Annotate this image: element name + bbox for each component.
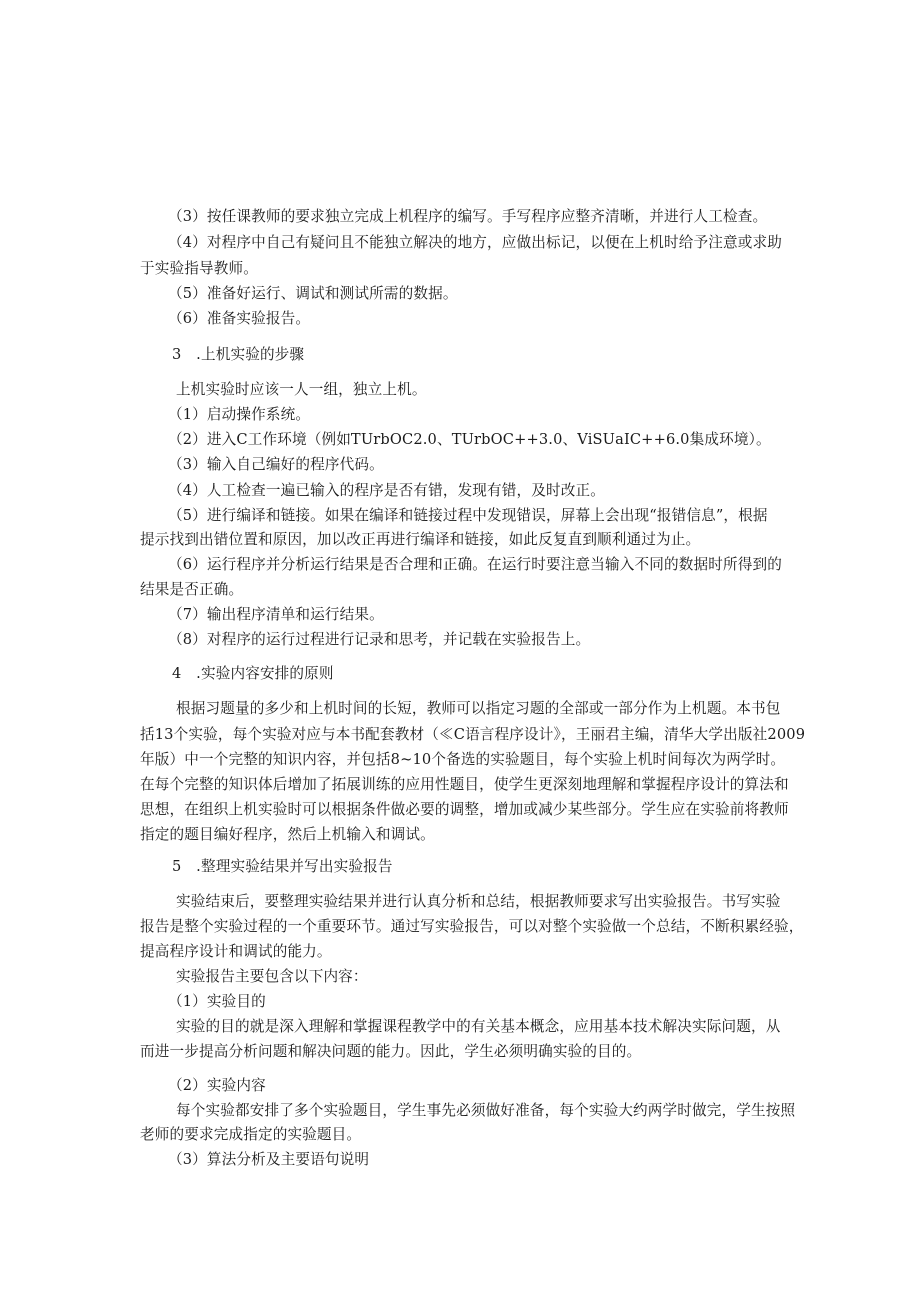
text-line: （3）算法分析及主要语句说明: [168, 1151, 370, 1168]
text-line: 于实验指导教师。: [140, 260, 258, 277]
text-line: 括13个实验，每个实验对应与本书配套教材（≪C语言程序设计》，王丽君主编，清华大学出版社2009: [140, 726, 806, 743]
text-line: （2）进入C工作环境（例如TUrbOC2.0、TUrbOC++3.0、ViSUaIC++6.0集成环境）。: [168, 431, 771, 448]
text-line: 年版）中一个完整的知识内容，并包括8~10个备选的实验题目，每个实验上机时间每次为两学时。: [140, 751, 786, 768]
text-line: （6）运行程序并分析运行结果是否合理和正确。在运行时要注意当输入不同的数据时所得到的: [168, 556, 782, 573]
text-line: （2）实验内容: [168, 1077, 266, 1094]
text-line: （4）对程序中自己有疑问且不能独立解决的地方，应做出标记，以便在上机时给予注意或求助: [168, 234, 782, 251]
text-line: 指定的题目编好程序，然后上机输入和调试。: [140, 826, 435, 843]
text-line: （5）进行编译和链接。如果在编译和链接过程中发现错误，屏幕上会出现“报错信息”，根据: [168, 507, 768, 524]
section-heading: 5 .整理实验结果并写出实验报告: [172, 858, 393, 875]
text-line: （7）输出程序清单和运行结果。: [168, 606, 384, 623]
text-line: （4）人工检查一遍已输入的程序是否有错，发现有错，及时改正。: [168, 482, 606, 499]
text-line: （1）启动操作系统。: [168, 406, 311, 423]
text-line: （3）输入自己编好的程序代码。: [168, 456, 384, 473]
text-line: 实验报告主要包含以下内容：: [176, 968, 368, 985]
text-line: （3）按任课教师的要求独立完成上机程序的编写。手写程序应整齐清晰，并进行人工检查。: [168, 208, 768, 225]
text-line: 思想，在组织上机实验时可以根据条件做必要的调整，增加或减少某些部分。学生应在实验前将教师: [140, 801, 789, 818]
text-line: 结果是否正确。: [140, 581, 244, 598]
text-line: 在每个完整的知识体后增加了拓展训练的应用性题目，使学生更深刻地理解和掌握程序设计的算法和: [140, 776, 789, 793]
text-line: 提高程序设计和调试的能力。: [140, 943, 332, 960]
text-line: 实验结束后，要整理实验结果并进行认真分析和总结，根据教师要求写出实验报告。书写实验: [176, 893, 781, 910]
text-line: 提示找到出错位置和原因，加以改正再进行编译和链接，如此反复直到顺利通过为止。: [140, 531, 701, 548]
text-line: （5）准备好运行、调试和测试所需的数据。: [168, 285, 458, 302]
text-line: 报告是整个实验过程的一个重要环节。通过写实验报告，可以对整个实验做一个总结，不断积累经验，: [140, 918, 804, 935]
text-line: （1）实验目的: [168, 993, 266, 1010]
text-line: 而进一步提高分析问题和解决问题的能力。因此，学生必须明确实验的目的。: [140, 1043, 642, 1060]
section-heading: 4 .实验内容安排的原则: [172, 665, 334, 682]
text-line: （8）对程序的运行过程进行记录和思考，并记载在实验报告上。: [168, 631, 591, 648]
text-line: 每个实验都安排了多个实验题目，学生事先必须做好准备，每个实验大约两学时做完，学生按照: [176, 1102, 796, 1119]
section-heading: 3 .上机实验的步骤: [172, 346, 305, 363]
text-line: （6）准备实验报告。: [168, 310, 311, 327]
text-line: 根据习题量的多少和上机时间的长短，教师可以指定习题的全部或一部分作为上机题。本书包: [176, 700, 781, 717]
text-line: 实验的目的就是深入理解和掌握课程教学中的有关基本概念，应用基本技术解决实际问题，从: [176, 1018, 781, 1035]
text-line: 上机实验时应该一人一组，独立上机。: [176, 381, 427, 398]
text-line: 老师的要求完成指定的实验题目。: [140, 1126, 362, 1143]
